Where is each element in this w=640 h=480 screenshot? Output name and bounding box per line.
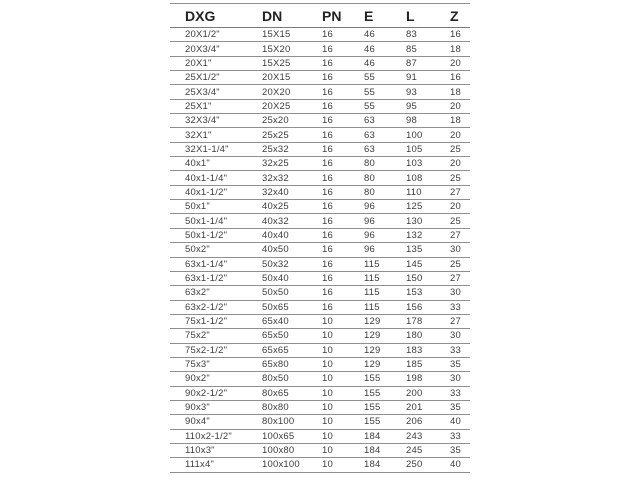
table-cell: 18 [450,42,470,56]
table-row [170,71,470,85]
table-cell: 20 [450,56,470,70]
table-cell: 25 [450,257,470,271]
column-header-pn: PN [322,4,364,28]
table-cell: 20 [450,157,470,171]
table-cell: 10 [322,386,364,400]
table-cell: 16 [322,300,364,314]
table-row [170,300,470,314]
table-row [170,458,470,472]
table-cell: 20 [450,200,470,214]
table-cell: 16 [322,286,364,300]
table-cell: 16 [322,42,364,56]
table-cell: 35 [450,400,470,414]
table-cell: 32x32 [262,171,322,185]
table-cell: 16 [322,157,364,171]
table-row [170,28,470,42]
table-cell: 108 [406,171,450,185]
table-cell: 18 [450,114,470,128]
table-row [170,286,470,300]
table-cell: 132 [406,228,450,242]
table-cell: 50x1-1/4" [170,214,262,228]
table-cell: 20X25 [262,99,322,113]
table-cell: 50x1" [170,200,262,214]
table-cell: 10 [322,458,364,472]
header-row [170,4,470,28]
fitting-spec-table [170,3,470,473]
table-cell: 80x80 [262,400,322,414]
table-cell: 55 [364,85,406,99]
table-row [170,429,470,443]
table-cell: 50x1-1/2" [170,228,262,242]
table-row [170,372,470,386]
table-cell: 80x100 [262,415,322,429]
table-cell: 25X1/2" [170,71,262,85]
table-cell: 200 [406,386,450,400]
table-cell: 16 [322,200,364,214]
table-cell: 40x25 [262,200,322,214]
table-row [170,99,470,113]
table-cell: 115 [364,286,406,300]
table-cell: 10 [322,314,364,328]
table-cell: 75x2" [170,329,262,343]
table-cell: 30 [450,286,470,300]
table-cell: 20X3/4" [170,42,262,56]
table-cell: 63 [364,142,406,156]
table-row [170,85,470,99]
table-cell: 115 [364,271,406,285]
table-cell: 15X15 [262,28,322,42]
table-cell: 156 [406,300,450,314]
table-cell: 184 [364,443,406,457]
table-cell: 178 [406,314,450,328]
table-cell: 80x50 [262,372,322,386]
table-cell: 46 [364,56,406,70]
table-cell: 16 [322,56,364,70]
table-cell: 75x2-1/2" [170,343,262,357]
table-cell: 96 [364,228,406,242]
table-cell: 90x2" [170,372,262,386]
table-cell: 16 [322,99,364,113]
table-cell: 50x65 [262,300,322,314]
table-cell: 20X1/2" [170,28,262,42]
table-cell: 100x100 [262,458,322,472]
table-cell: 90x3" [170,400,262,414]
table-cell: 16 [450,28,470,42]
table-header [170,4,470,28]
table-cell: 27 [450,271,470,285]
table-row [170,314,470,328]
table-cell: 25x32 [262,142,322,156]
table-cell: 16 [322,257,364,271]
table-cell: 10 [322,429,364,443]
table-cell: 245 [406,443,450,457]
table-cell: 16 [322,243,364,257]
table-row [170,415,470,429]
table-cell: 20X15 [262,71,322,85]
table-cell: 63x2" [170,286,262,300]
table-cell: 16 [322,142,364,156]
table-cell: 183 [406,343,450,357]
table-cell: 40 [450,415,470,429]
table-cell: 33 [450,300,470,314]
table-cell: 185 [406,357,450,371]
table-cell: 100 [406,128,450,142]
table-cell: 65x65 [262,343,322,357]
table-cell: 25x20 [262,114,322,128]
table-cell: 129 [364,329,406,343]
table-cell: 110x2-1/2" [170,429,262,443]
table-cell: 95 [406,99,450,113]
table-cell: 32X1" [170,128,262,142]
table-body [170,28,470,473]
table-cell: 80 [364,157,406,171]
table-cell: 111x4" [170,458,262,472]
table-cell: 96 [364,200,406,214]
table-cell: 33 [450,429,470,443]
column-header-e: E [364,4,406,28]
table-cell: 10 [322,400,364,414]
table-cell: 243 [406,429,450,443]
table-cell: 80 [364,185,406,199]
table-cell: 87 [406,56,450,70]
table-row [170,243,470,257]
table-cell: 25X1" [170,99,262,113]
table-cell: 155 [364,415,406,429]
column-header-l: L [406,4,450,28]
column-header-dn: DN [262,4,322,28]
table-row [170,329,470,343]
table-cell: 27 [450,314,470,328]
table-cell: 35 [450,357,470,371]
table-row [170,257,470,271]
table-cell: 110x3" [170,443,262,457]
table-cell: 33 [450,343,470,357]
table-cell: 250 [406,458,450,472]
table-cell: 16 [322,128,364,142]
table-cell: 16 [322,85,364,99]
table-row [170,214,470,228]
table-cell: 32X1-1/4" [170,142,262,156]
table-cell: 40x32 [262,214,322,228]
table-cell: 25 [450,142,470,156]
table-cell: 155 [364,372,406,386]
table-cell: 20X1" [170,56,262,70]
table-cell: 63x1-1/4" [170,257,262,271]
table-cell: 50x32 [262,257,322,271]
table-cell: 27 [450,185,470,199]
table-cell: 155 [364,386,406,400]
table-cell: 16 [322,271,364,285]
table-row [170,56,470,70]
table-cell: 130 [406,214,450,228]
table-row [170,228,470,242]
table-cell: 10 [322,357,364,371]
table-row [170,271,470,285]
table-cell: 115 [364,300,406,314]
table-cell: 100x65 [262,429,322,443]
table-cell: 30 [450,329,470,343]
table-cell: 40x1" [170,157,262,171]
table-cell: 63x2-1/2" [170,300,262,314]
table-cell: 16 [322,185,364,199]
table-cell: 63 [364,114,406,128]
table-cell: 50x40 [262,271,322,285]
table-cell: 115 [364,257,406,271]
table-row [170,386,470,400]
table-cell: 10 [322,443,364,457]
table-cell: 25 [450,214,470,228]
table-cell: 201 [406,400,450,414]
table-cell: 180 [406,329,450,343]
table-cell: 32x40 [262,185,322,199]
table-row [170,400,470,414]
table-cell: 46 [364,42,406,56]
table-cell: 100x80 [262,443,322,457]
table-cell: 16 [450,71,470,85]
table-cell: 40 [450,458,470,472]
table-cell: 20 [450,99,470,113]
table-cell: 16 [322,171,364,185]
table-cell: 33 [450,386,470,400]
table-cell: 65x80 [262,357,322,371]
table-row [170,171,470,185]
table-cell: 63x1-1/2" [170,271,262,285]
table-cell: 150 [406,271,450,285]
table-cell: 110 [406,185,450,199]
table-cell: 65x40 [262,314,322,328]
table-row [170,42,470,56]
column-header-dxg: DXG [170,4,262,28]
table-cell: 10 [322,343,364,357]
table-cell: 10 [322,372,364,386]
table-cell: 75x1-1/2" [170,314,262,328]
table-cell: 40x1-1/2" [170,185,262,199]
table-cell: 16 [322,228,364,242]
table-cell: 153 [406,286,450,300]
table-cell: 90x2-1/2" [170,386,262,400]
table-cell: 98 [406,114,450,128]
table-cell: 96 [364,243,406,257]
table-cell: 40x1-1/4" [170,171,262,185]
table-cell: 25 [450,171,470,185]
table-cell: 129 [364,343,406,357]
table-cell: 55 [364,71,406,85]
table-cell: 35 [450,443,470,457]
table-row [170,142,470,156]
table-cell: 63 [364,128,406,142]
table-row [170,443,470,457]
table-cell: 27 [450,228,470,242]
table-cell: 129 [364,314,406,328]
table-cell: 198 [406,372,450,386]
table-cell: 184 [364,429,406,443]
table-cell: 40x50 [262,243,322,257]
table-cell: 80x65 [262,386,322,400]
table-row [170,114,470,128]
table-cell: 155 [364,400,406,414]
table-cell: 55 [364,99,406,113]
table-cell: 16 [322,214,364,228]
table-cell: 32x25 [262,157,322,171]
table-cell: 15X25 [262,56,322,70]
table-cell: 85 [406,42,450,56]
table-cell: 125 [406,200,450,214]
table-cell: 105 [406,142,450,156]
table-cell: 91 [406,71,450,85]
spec-table-container [170,3,470,473]
table-cell: 30 [450,372,470,386]
table-cell: 135 [406,243,450,257]
table-cell: 16 [322,114,364,128]
table-row [170,128,470,142]
table-cell: 80 [364,171,406,185]
table-cell: 93 [406,85,450,99]
table-cell: 96 [364,214,406,228]
table-cell: 10 [322,329,364,343]
table-cell: 18 [450,85,470,99]
table-cell: 46 [364,28,406,42]
table-cell: 20X20 [262,85,322,99]
table-cell: 83 [406,28,450,42]
table-cell: 15X20 [262,42,322,56]
table-cell: 65x50 [262,329,322,343]
table-row [170,185,470,199]
table-cell: 16 [322,71,364,85]
table-cell: 90x4" [170,415,262,429]
table-cell: 50x50 [262,286,322,300]
table-cell: 20 [450,128,470,142]
table-cell: 103 [406,157,450,171]
table-cell: 32X3/4" [170,114,262,128]
table-cell: 30 [450,243,470,257]
column-header-z: Z [450,4,470,28]
table-cell: 206 [406,415,450,429]
table-cell: 25X3/4" [170,85,262,99]
table-cell: 184 [364,458,406,472]
table-cell: 50x2" [170,243,262,257]
table-row [170,357,470,371]
table-cell: 75x3" [170,357,262,371]
table-row [170,200,470,214]
table-cell: 129 [364,357,406,371]
table-cell: 25x25 [262,128,322,142]
table-row [170,343,470,357]
table-cell: 145 [406,257,450,271]
table-cell: 10 [322,415,364,429]
table-row [170,157,470,171]
table-cell: 16 [322,28,364,42]
table-cell: 40x40 [262,228,322,242]
